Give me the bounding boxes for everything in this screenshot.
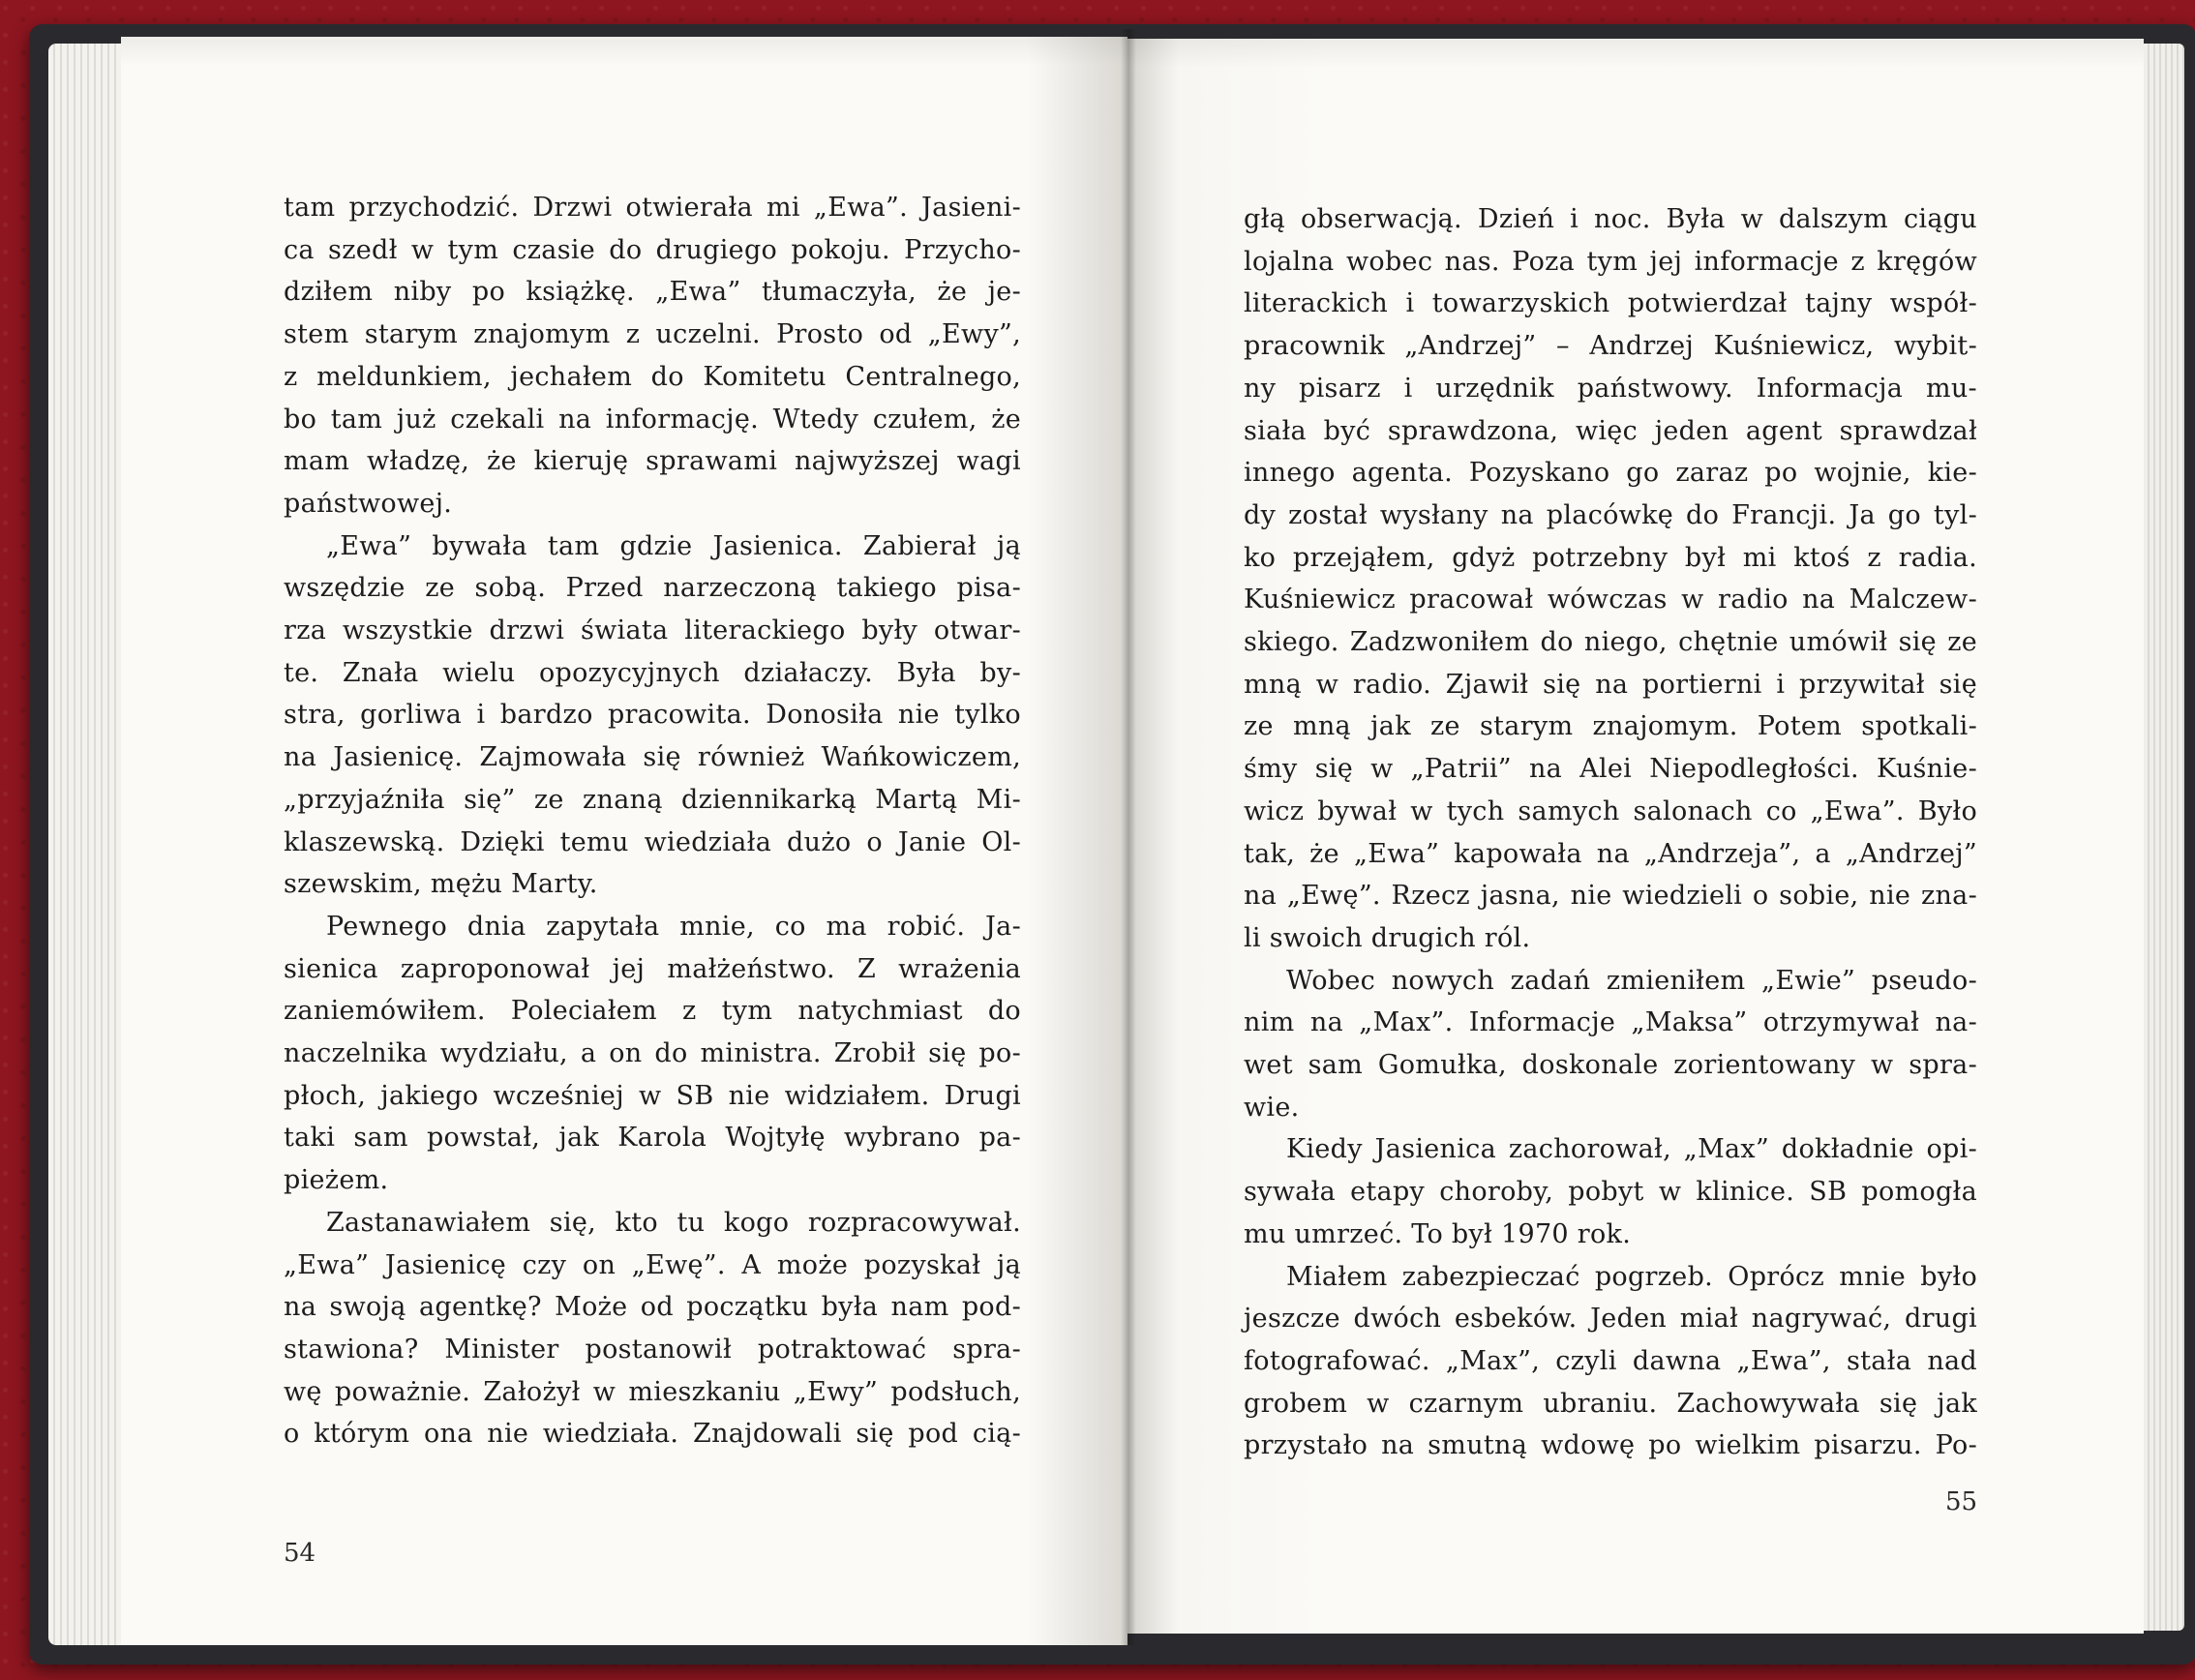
text-line: skiego. Zadzwoniłem do niego, chętnie umówił się ze (1244, 627, 1977, 658)
text-line: na Jasienicę. Zajmowała się również Wańkowiczem, (284, 742, 1021, 773)
text-line: lojalna wobec nas. Poza tym jej informacje z kręgów (1244, 246, 1977, 277)
text-line: stawiona? Minister postanowił potraktować spra- (284, 1334, 1021, 1365)
text-line: wet sam Gomułka, doskonale zorientowany w spra- (1244, 1050, 1977, 1081)
text-line: jeszcze dwóch esbeków. Jeden miał nagrywać, drugi (1244, 1304, 1977, 1335)
text-line: klaszewską. Dzięki temu wiedziała dużo o Janie Ol- (284, 826, 1021, 857)
text-line: „Ewa” Jasienicę czy on „Ewę”. A może pozyskał ją (284, 1249, 1021, 1280)
text-line: zaniemówiłem. Poleciałem z tym natychmiast do (284, 996, 1021, 1027)
text-line: Kiedy Jasienica zachorował, „Max” dokładnie opi- (1286, 1134, 1977, 1165)
text-line: li swoich drugich ról. (1244, 922, 1531, 953)
text-line: nim na „Max”. Informacje „Maksa” otrzymywał na- (1244, 1007, 1977, 1038)
text-line: innego agenta. Pozyskano go zaraz po wojnie, kie- (1244, 458, 1977, 489)
book-gutter (1121, 29, 1136, 1645)
text-line: stra, gorliwa i bardzo pracowita. Donosiła nie tylko (284, 700, 1021, 731)
right-page-text (1244, 198, 1977, 1467)
text-line: sienica zaproponował jej małżeństwo. Z wrażenia (284, 953, 1021, 984)
text-line: tam przychodzić. Drzwi otwierała mi „Ewa”. Jasieni- (284, 193, 1021, 223)
text-line: głą obserwacją. Dzień i noc. Była w dalszym ciągu (1244, 204, 1977, 234)
right-page-number: 55 (1945, 1487, 1978, 1516)
text-line: ny pisarz i urzędnik państwowy. Informacja mu- (1244, 373, 1977, 404)
text-line: ca szedł w tym czasie do drugiego pokoju. Przycho- (284, 234, 1021, 265)
text-line: tak, że „Ewa” kapowała na „Andrzeja”, a „Andrzej” (1244, 838, 1977, 869)
text-line: mam władzę, że kieruję sprawami najwyższej wagi (284, 446, 1021, 477)
text-line: stem starym znajomym z uczelni. Prosto od „Ewy”, (284, 319, 1021, 350)
text-line: dy został wysłany na placówkę do Francji. Ja go tyl- (1244, 499, 1977, 530)
text-line: siała być sprawdzona, więc jeden agent sprawdzał (1244, 415, 1977, 446)
text-line: państwowej. (284, 488, 453, 519)
text-line: na „Ewę”. Rzecz jasna, nie wiedzieli o sobie, nie zna- (1244, 881, 1977, 912)
text-line: śmy się w „Patrii” na Alei Niepodległości. Kuśnie- (1244, 754, 1977, 785)
text-line: grobem w czarnym ubraniu. Zachowywała się jak (1244, 1388, 1977, 1419)
text-line: ko przejąłem, gdyż potrzebny był mi ktoś z radia. (1244, 542, 1977, 573)
text-line: z meldunkiem, jechałem do Komitetu Centralnego, (284, 361, 1021, 392)
text-line: Kuśniewicz pracował wówczas w radio na Malczew- (1244, 585, 1977, 615)
text-line: „przyjaźniła się” ze znaną dziennikarką Martą Mi- (284, 784, 1021, 815)
text-line: rza wszystkie drzwi świata literackiego były otwar- (284, 615, 1021, 646)
text-line: wę poważnie. Założył w mieszkaniu „Ewy” podsłuch, (284, 1376, 1021, 1407)
text-line: wicz bywał w tych samych salonach co „Ewa”. Było (1244, 795, 1977, 826)
text-line: o którym ona nie wiedziała. Znajdowali się pod cią- (284, 1419, 1021, 1450)
text-line: dziłem niby po książkę. „Ewa” tłumaczyła, że je- (284, 277, 1021, 308)
text-line: „Ewa” bywała tam gdzie Jasienica. Zabierał ją (326, 530, 1021, 561)
left-page-number: 54 (284, 1539, 316, 1568)
text-line: Zastanawiałem się, kto tu kogo rozpracowywał. (326, 1207, 1021, 1238)
right-page (1128, 39, 2144, 1634)
left-page-text (284, 187, 1021, 1455)
text-line: ze mną jak ze starym znajomym. Potem spotkali- (1244, 711, 1977, 742)
text-line: szewskim, mężu Marty. (284, 869, 598, 900)
text-line: przystało na smutną wdowę po wielkim pisarzu. Po- (1244, 1430, 1977, 1461)
text-line: Miałem zabezpieczać pogrzeb. Oprócz mnie było (1286, 1261, 1977, 1292)
text-line: wszędzie ze sobą. Przed narzeczoną takiego pisa- (284, 573, 1021, 604)
text-line: na swoją agentkę? Może od początku była nam pod- (284, 1292, 1021, 1323)
text-line: sywała etapy choroby, pobyt w klinice. SB pomogła (1244, 1177, 1977, 1208)
text-line: pieżem. (284, 1165, 389, 1196)
text-line: naczelnika wydziału, a on do ministra. Zrobił się po- (284, 1038, 1021, 1069)
text-line: pracownik „Andrzej” – Andrzej Kuśniewicz, wybit- (1244, 331, 1977, 362)
text-line: taki sam powstał, jak Karola Wojtyłę wybrano pa- (284, 1123, 1021, 1154)
text-line: płoch, jakiego wcześniej w SB nie widziałem. Drugi (284, 1080, 1021, 1111)
text-line: Wobec nowych zadań zmieniłem „Ewie” pseudo- (1286, 965, 1977, 996)
left-page (121, 37, 1128, 1645)
text-line: literackich i towarzyskich potwierdzał tajny współ- (1244, 288, 1977, 319)
text-line: bo tam już czekali na informację. Wtedy czułem, że (284, 404, 1021, 435)
text-line: wie. (1244, 1092, 1300, 1123)
text-line: fotografować. „Max”, czyli dawna „Ewa”, stała nad (1244, 1345, 1977, 1376)
text-line: mną w radio. Zjawił się na portierni i przywitał się (1244, 669, 1977, 700)
text-line: Pewnego dnia zapytała mnie, co ma robić. Ja- (326, 911, 1021, 942)
text-line: mu umrzeć. To był 1970 rok. (1244, 1218, 1632, 1249)
text-line: te. Znała wielu opozycyjnych działaczy. Była by- (284, 657, 1021, 688)
